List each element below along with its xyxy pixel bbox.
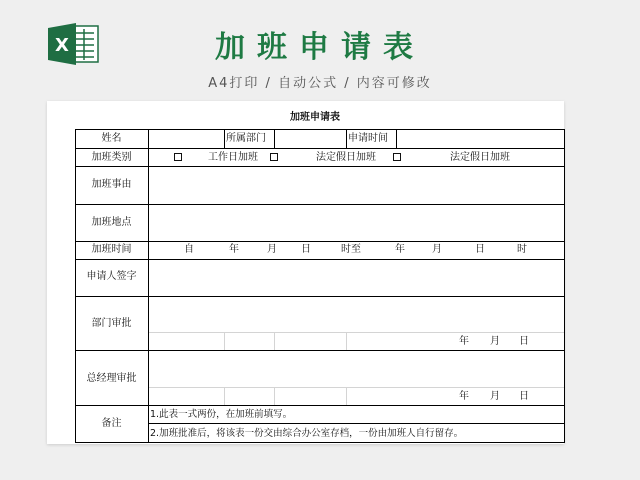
svg-text:X: X [55, 35, 69, 56]
checkbox-holiday-1[interactable] [270, 153, 278, 161]
page-subtitle: A4打印 / 自动公式 / 内容可修改 [208, 76, 432, 91]
time-hour-2: 时 [517, 244, 527, 255]
time-month-1: 月 [267, 244, 277, 255]
time-month-2: 月 [432, 244, 442, 255]
time-year-2: 年 [395, 244, 405, 255]
dept-approval-field[interactable] [149, 297, 564, 332]
signature-label: 申请人签字 [86, 271, 137, 282]
dept-label: 所属部门 [226, 133, 266, 144]
dept-approval-day: 日 [519, 336, 529, 347]
time-year-1: 年 [229, 244, 239, 255]
time-until: 时至 [341, 244, 361, 255]
dept-approval-year: 年 [459, 336, 469, 347]
apply-date-label: 申请时间 [348, 133, 388, 144]
option-holiday-2: 法定假日加班 [450, 152, 510, 163]
option-holiday-1: 法定假日加班 [316, 152, 376, 163]
overtime-type-label: 加班类别 [91, 152, 132, 163]
overtime-time-label: 加班时间 [91, 244, 132, 255]
reason-field[interactable] [149, 167, 564, 204]
location-label: 加班地点 [91, 217, 132, 228]
remark-note-2: 2.加班批准后，将该表一份交由综合办公室存档，一份由加班人自行留存。 [150, 428, 464, 439]
page-title: 加班申请表 [215, 30, 425, 65]
form-title: 加班申请表 [290, 112, 340, 123]
time-from: 自 [184, 244, 194, 255]
option-workday: 工作日加班 [208, 152, 258, 163]
gm-approval-year: 年 [459, 391, 469, 402]
checkbox-workday[interactable] [174, 153, 182, 161]
gm-approval-month: 月 [490, 391, 500, 402]
checkbox-holiday-2[interactable] [393, 153, 401, 161]
remarks-label: 备注 [101, 418, 122, 429]
dept-approval-label: 部门审批 [91, 318, 132, 329]
signature-field[interactable] [149, 260, 564, 296]
location-field[interactable] [149, 205, 564, 241]
gm-approval-day: 日 [519, 391, 529, 402]
dept-approval-month: 月 [490, 336, 500, 347]
time-day-2: 日 [475, 244, 485, 255]
gm-approval-label: 总经理审批 [86, 373, 137, 384]
time-day-1: 日 [301, 244, 311, 255]
name-label: 姓名 [101, 133, 122, 144]
remark-note-1: 1.此表一式两份，在加班前填写。 [150, 409, 293, 420]
reason-label: 加班事由 [91, 179, 132, 190]
gm-approval-field[interactable] [149, 351, 564, 387]
